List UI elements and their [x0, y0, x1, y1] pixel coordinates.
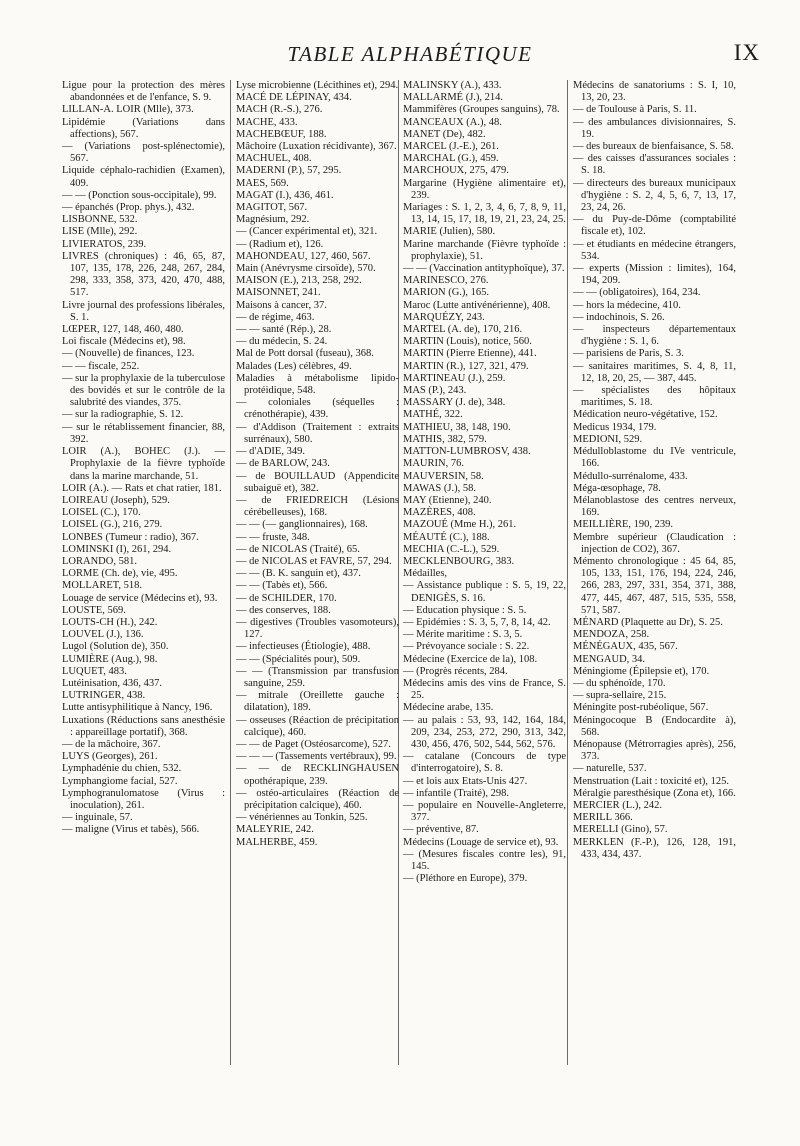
index-column-4: [573, 80, 736, 861]
index-entry: MARTINEAU (J.), 259.: [403, 372, 506, 384]
index-entry: Medicus 1934, 179.: [573, 421, 657, 433]
index-entry: MAES, 569.: [236, 177, 289, 189]
index-entry: — du sphénoïde, 170.: [573, 677, 666, 689]
index-entry: — de régime, 463.: [236, 311, 315, 323]
index-entry: — — (B. K. sanguin et), 437.: [236, 568, 361, 580]
index-entry: Médecins amis des vins de France, S. 25.: [403, 677, 566, 702]
index-entry: MENGAUD, 34.: [573, 653, 646, 665]
index-entry: — des ambulances divisionnaires, S. 19.: [573, 116, 736, 140]
index-entry: — inspecteurs départementaux d'hygiène : S. 1, 6.: [573, 324, 736, 348]
index-entry: MATHIS, 382, 579.: [403, 433, 487, 445]
index-entry: LORANDO, 581.: [62, 555, 137, 567]
index-entry: — maligne (Virus et tabès), 566.: [62, 824, 200, 836]
index-entry: — au palais : 53, 93, 142, 164, 184, 209, 234, 253, 272, 290, 313, 342, 430, 456, 476, 502, 544, 562, 576.: [403, 714, 566, 750]
page-header: [60, 38, 760, 78]
index-entry: LILLAN-A. LOIR (Mlle), 373.: [62, 104, 194, 116]
index-entry: MECHIA (C.-L.), 529.: [403, 543, 500, 555]
index-entry: Médecins de sanatoriums : S. I, 10, 13, 20, 23.: [573, 80, 736, 104]
index-entry: — — (obligatoires), 164, 234.: [573, 287, 701, 299]
index-entry: Méralgie paresthésique (Zona et), 166.: [573, 787, 736, 799]
index-entry: Marine marchande (Fièvre typhoïde : prophylaxie), 51.: [403, 238, 566, 262]
index-entry: — de BARLOW, 243.: [236, 458, 330, 470]
index-entry: MÉNÉGAUX, 435, 567.: [573, 641, 678, 653]
index-entry: MATHIEU, 38, 148, 190.: [403, 421, 511, 433]
index-entry: MERILL 366.: [573, 812, 633, 824]
index-entry: MACH (R.-S.), 276.: [236, 104, 323, 116]
index-column-2: [236, 80, 399, 849]
index-entry: MAGITOT, 567.: [236, 202, 308, 214]
index-entry: LOISEL (C.), 170.: [62, 507, 141, 519]
index-entry: MANET (De), 482.: [403, 128, 486, 140]
index-entry: Liquide céphalo-rachidien (Examen), 409.: [62, 165, 225, 189]
index-entry: — — — (Tassements vertébraux), 99.: [236, 751, 397, 763]
index-entry: LUMIÈRE (Aug.), 98.: [62, 653, 158, 665]
index-entry: MAS (P.), 243.: [403, 385, 467, 397]
index-entry: — et étudiants en médecine étrangers, 534.: [573, 238, 736, 262]
index-entry: — coloniales (séquelles : crénothérapie), 439.: [236, 397, 399, 421]
index-entry: MALHERBE, 459.: [236, 836, 318, 848]
index-entry: MARIE (Julien), 580.: [403, 226, 496, 238]
index-entry: — sur le rétablissement financier, 88, 392.: [62, 421, 225, 445]
index-entry: Médication neuro-végétative, 152.: [573, 409, 718, 421]
index-entry: — d'ADIE, 349.: [236, 446, 305, 458]
index-entry: LUTRINGER, 438.: [62, 690, 146, 702]
index-entry: MACHE, 433.: [236, 116, 298, 128]
index-entry: MARCHOUX, 275, 479.: [403, 165, 509, 177]
index-entry: — (Variations post-splénectomie), 567.: [62, 141, 225, 165]
index-entry: — indochinois, S. 26.: [573, 311, 665, 323]
index-entry: — de NICOLAS et FAVRE, 57, 294.: [236, 555, 392, 567]
index-entry: LONBES (Tumeur : radio), 367.: [62, 531, 199, 543]
index-entry: LOUVEL (J.), 136.: [62, 629, 144, 641]
index-entry: Lymphadénie du chien, 532.: [62, 763, 182, 775]
index-entry: MAGAT (I.), 436, 461.: [236, 189, 334, 201]
index-entry: — — de Paget (Ostéosarcome), 527.: [236, 738, 391, 750]
index-entry: — de NICOLAS (Traité), 65.: [236, 543, 360, 555]
index-entry: — — (Ponction sous-occipitale), 99.: [62, 189, 217, 201]
index-entry: MEDIONI, 529.: [573, 433, 643, 445]
index-entry: — (Nouvelle) de finances, 123.: [62, 348, 195, 360]
index-entry: MARCEL (J.-E.), 261.: [403, 141, 499, 153]
index-columns: [62, 80, 752, 1080]
index-entry: Louage de service (Médecins et), 93.: [62, 592, 218, 604]
index-entry: — Mérite maritime : S. 3, 5.: [403, 629, 523, 641]
index-entry: MACHUEL, 408.: [236, 153, 312, 165]
index-entry: — du Puy-de-Dôme (comptabilité fiscale et), 102.: [573, 214, 736, 238]
index-entry: Méningocoque B (Endocardite à), 568.: [573, 714, 736, 738]
index-entry: — sur la prophylaxie de la tuberculose des bovidés et sur le contrôle de la salubrité des viandes, 375.: [62, 372, 225, 409]
index-entry: Main (Anévrysme cirsoïde), 570.: [236, 263, 376, 275]
index-entry: MARINESCO, 276.: [403, 275, 489, 287]
index-entry: — de la mâchoire, 367.: [62, 738, 161, 750]
index-entry: MAZOUÉ (Mme H.), 261.: [403, 519, 517, 531]
index-entry: Malades (Les) célèbres, 49.: [236, 360, 352, 372]
index-entry: — vénériennes au Tonkin, 525.: [236, 812, 368, 824]
index-entry: MARQUÉZY, 243.: [403, 311, 485, 323]
index-entry: Mémento chronologique : 45 64, 85, 105, 133, 151, 176, 194, 224, 246, 266, 283, 297, 331, 354, 371, 388, 477, 445, 467, 487, 515, 535, 558, 571, 587.: [573, 555, 736, 616]
page-title: TABLE ALPHABÉTIQUE: [287, 42, 533, 66]
index-entry: — parisiens de Paris, S. 3.: [573, 348, 684, 360]
index-entry: — de SCHILDER, 170.: [236, 592, 337, 604]
index-entry: LOMINSKI (I), 261, 294.: [62, 543, 172, 555]
index-entry: — — de RECKLINGHAUSEN opothérapique, 239.: [236, 763, 399, 787]
index-entry: Ménopause (Métrorragies après), 256, 373.: [573, 738, 736, 763]
index-entry: — — (Vaccination antityphoïque), 37.: [403, 263, 565, 275]
index-entry: Médecine (Exercice de la), 108.: [403, 653, 538, 665]
index-entry: — catalane (Concours de type d'interrogatoire), S. 8.: [403, 751, 566, 775]
index-entry: Mariages : S. 1, 2, 3, 4, 6, 7, 8, 9, 11, 13, 14, 15, 17, 18, 19, 21, 23, 24, 25.: [403, 202, 566, 226]
index-entry: MAZÈRES, 408.: [403, 507, 476, 519]
index-entry: — (Cancer expérimental et), 321.: [236, 226, 378, 238]
index-entry: — (Mesures fiscales contre les), 91, 145.: [403, 848, 566, 872]
index-entry: — ostéo-articulaires (Réaction de précipitation calcique), 460.: [236, 787, 399, 811]
index-entry: Ligue pour la protection des mères abandonnées et de l'enfance, S. 9.: [62, 80, 225, 104]
index-entry: Membre supérieur (Claudication : injection de CO2), 367.: [573, 531, 736, 555]
index-entry: — spécialistes des hôpitaux maritimes, S. 18.: [573, 385, 736, 409]
index-entry: MAISON (E.), 213, 258, 292.: [236, 275, 362, 287]
column-divider: [230, 80, 231, 1065]
index-entry: — de FRIEDREICH (Lésions cérébelleuses), 168.: [236, 494, 399, 519]
index-entry: MASSARY (J. de), 348.: [403, 397, 506, 409]
index-entry: — épanchés (Prop. phys.), 432.: [62, 202, 195, 214]
index-entry: — sanitaires maritimes, S. 4, 8, 11, 12, 18, 20, 25, — 387, 445.: [573, 360, 736, 384]
index-entry: LOIR (A.). — Rats et chat ratier, 181.: [62, 482, 222, 494]
index-entry: MALEYRIE, 242.: [236, 824, 314, 836]
index-entry: — des bureaux de bienfaisance, S. 58.: [573, 141, 734, 153]
index-entry: Menstruation (Lait : toxicité et), 125.: [573, 775, 730, 787]
index-entry: — des caisses d'assurances sociales : S. 18.: [573, 153, 736, 177]
index-entry: LORME (Ch. de), vie, 495.: [62, 568, 178, 580]
index-entry: Lutte antisyphilitique à Nancy, 196.: [62, 702, 213, 714]
index-entry: Margarine (Hygiène alimentaire et), 239.: [403, 177, 566, 201]
index-entry: — et lois aux Etats-Unis 427.: [403, 775, 528, 787]
index-entry: MERELLI (Gino), 57.: [573, 824, 668, 836]
index-entry: — (Radium et), 126.: [236, 238, 324, 250]
index-entry: MAISONNET, 241.: [236, 287, 321, 299]
index-entry: — infantile (Traité), 298.: [403, 787, 510, 799]
index-entry: — Epidémies : S. 3, 5, 7, 8, 14, 42.: [403, 616, 551, 628]
index-entry: MECKLENBOURG, 383.: [403, 555, 515, 567]
index-entry: — — fiscale, 252.: [62, 360, 140, 372]
index-entry: LISE (Mlle), 292.: [62, 226, 138, 238]
index-entry: — osseuses (Réaction de précipitation calcique), 460.: [236, 714, 399, 738]
index-entry: Livre journal des professions libérales, S. 1.: [62, 299, 225, 323]
index-entry: — de BOUILLAUD (Appendicite subaiguë et), 382.: [236, 470, 399, 494]
index-entry: LOIR (A.), BOHEC (J.). — Prophylaxie de la fièvre typhoïde dans la marine marchande, 51.: [62, 446, 225, 482]
index-entry: — sur la radiographie, S. 12.: [62, 409, 184, 421]
index-entry: MARTIN (R.), 127, 321, 479.: [403, 360, 529, 372]
index-entry: — — (— ganglionnaires), 168.: [236, 519, 368, 531]
index-entry: MAY (Etienne), 240.: [403, 494, 492, 506]
index-entry: MARTEL (A. de), 170, 216.: [403, 324, 523, 336]
index-entry: LISBONNE, 532.: [62, 214, 138, 226]
index-entry: Lutéinisation, 436, 437.: [62, 677, 163, 689]
index-entry: MENDOZA, 258.: [573, 629, 650, 641]
index-entry: Médulloblastome du IVe ventricule, 166.: [573, 446, 736, 470]
index-entry: MADERNI (P.), 57, 295.: [236, 165, 342, 177]
index-entry: MAHONDEAU, 127, 460, 567.: [236, 250, 371, 262]
index-entry: MERKLEN (F.-P.), 126, 128, 191, 433, 434, 437.: [573, 836, 736, 860]
index-entry: LUYS (Georges), 261.: [62, 751, 158, 763]
index-entry: — — (Tabès et), 566.: [236, 580, 328, 592]
index-entry: Magnésium, 292.: [236, 214, 310, 226]
index-entry: — naturelle, 537.: [573, 763, 647, 775]
index-entry: MATHÉ, 322.: [403, 409, 463, 421]
index-entry: — digestives (Troubles vasomoteurs), 127.: [236, 616, 399, 641]
index-entry: — infectieuses (Étiologie), 488.: [236, 641, 371, 653]
index-entry: Loi fiscale (Médecins et), 98.: [62, 336, 186, 348]
index-entry: — populaire en Nouvelle-Angleterre, 377.: [403, 799, 566, 824]
index-entry: Lipidémie (Variations dans affections), 567.: [62, 116, 225, 140]
index-entry: LŒPER, 127, 148, 460, 480.: [62, 324, 184, 336]
index-entry: MOLLARET, 518.: [62, 580, 143, 592]
index-entry: Lyse microbienne (Lécithines et), 294.: [236, 80, 399, 91]
index-entry: MALINSKY (A.), 433.: [403, 80, 502, 91]
index-entry: — hors la médecine, 410.: [573, 299, 681, 311]
index-entry: LUQUET, 483.: [62, 665, 127, 677]
index-entry: Mammifères (Groupes sanguins), 78.: [403, 104, 560, 116]
index-entry: MARTIN (Pierre Etienne), 441.: [403, 348, 537, 360]
index-column-1: [62, 80, 225, 837]
index-entry: — — santé (Rép.), 28.: [236, 324, 332, 336]
index-entry: Méningite post-rubéolique, 567.: [573, 702, 709, 714]
index-entry: MÉAUTÉ (C.), 188.: [403, 531, 490, 543]
index-entry: — inguinale, 57.: [62, 812, 133, 824]
index-entry: Méningiome (Épilepsie et), 170.: [573, 665, 710, 677]
index-entry: Luxations (Réductions sans anesthésie : appareillage portatif), 368.: [62, 714, 225, 738]
index-entry: Maroc (Lutte antivénérienne), 408.: [403, 299, 551, 311]
index-entry: — supra-sellaire, 215.: [573, 690, 667, 702]
index-entry: MÉNARD (Plaquette au Dr), S. 25.: [573, 616, 723, 628]
index-entry: MAUVERSIN, 58.: [403, 470, 484, 482]
index-entry: — experts (Mission : limites), 164, 194, 209.: [573, 263, 736, 287]
index-entry: LOUTS-CH (H.), 242.: [62, 616, 158, 628]
index-entry: Médullo-surrénalome, 433.: [573, 470, 688, 482]
index-entry: MEILLIÈRE, 190, 239.: [573, 519, 674, 531]
index-entry: LOISEL (G.), 216, 279.: [62, 519, 163, 531]
index-entry: LIVIERATOS, 239.: [62, 238, 147, 250]
index-entry: LOUSTE, 569.: [62, 604, 126, 616]
index-entry: — Prévoyance sociale : S. 22.: [403, 641, 530, 653]
index-entry: MARTIN (Louis), notice, 560.: [403, 336, 532, 348]
index-entry: Lugol (Solution de), 350.: [62, 641, 169, 653]
index-entry: Maladies à métabolisme lipido-protéidique, 548.: [236, 372, 399, 397]
index-entry: Mal de Pott dorsal (fuseau), 368.: [236, 348, 374, 360]
index-entry: — préventive, 87.: [403, 824, 479, 836]
index-entry: — de Toulouse à Paris, S. 11.: [573, 104, 697, 116]
index-entry: — — (Transmission par transfusion sanguine, 259.: [236, 665, 399, 689]
index-entry: — directeurs des bureaux municipaux d'hygiène : S. 2, 4, 5, 6, 7, 13, 17, 23, 24, 26.: [573, 177, 736, 214]
index-entry: Médailles,: [403, 568, 448, 580]
index-entry: — d'Addison (Traitement : extraits surrénaux), 580.: [236, 421, 399, 445]
index-entry: MARION (G.), 165.: [403, 287, 490, 299]
index-entry: MATTON-LUMBROSV, 438.: [403, 446, 531, 458]
index-entry: MANCEAUX (A.), 48.: [403, 116, 502, 128]
index-entry: MAURIN, 76.: [403, 458, 464, 470]
index-entry: Méga-œsophage, 78.: [573, 482, 661, 494]
index-entry: — Assistance publique : S. 5, 19, 22, DENIGÈS, S. 16.: [403, 580, 566, 604]
index-entry: Maisons à cancer, 37.: [236, 299, 327, 311]
index-entry: — — fruste, 348.: [236, 531, 310, 543]
index-column-3: [403, 80, 566, 885]
index-entry: MARCHAL (G.), 459.: [403, 153, 499, 165]
index-entry: Médecine arabe, 135.: [403, 702, 494, 714]
index-entry: Lymphangiome facial, 527.: [62, 775, 178, 787]
column-divider: [567, 80, 568, 1065]
index-entry: MERCIER (L.), 242.: [573, 799, 662, 811]
index-entry: — du médecin, S. 24.: [236, 336, 328, 348]
page-number: IX: [733, 40, 760, 65]
index-entry: — (Progrès récents, 284.: [403, 665, 508, 677]
index-entry: MAWAS (J.), 58.: [403, 482, 476, 494]
index-entry: MACÉ DE LÉPINAY, 434.: [236, 92, 352, 104]
index-entry: — des conserves, 188.: [236, 604, 331, 616]
index-entry: MALLARMÉ (J.), 214.: [403, 92, 504, 104]
index-entry: — mitrale (Oreillette gauche : dilatation), 189.: [236, 690, 399, 714]
index-entry: LOIREAU (Joseph), 529.: [62, 494, 170, 506]
index-entry: Lymphogranulomatose (Virus : inoculation), 261.: [62, 787, 225, 811]
index-entry: Mélanoblastose des centres nerveux, 169.: [573, 494, 736, 519]
index-entry: — — (Spécialités pour), 509.: [236, 653, 361, 665]
index-entry: MACHEBŒUF, 188.: [236, 128, 327, 140]
index-entry: — Education physique : S. 5.: [403, 604, 527, 616]
index-entry: LIVRES (chroniques) : 46, 65, 87, 107, 135, 178, 226, 248, 267, 284, 298, 333, 358, 373, 420, 470, 488, 517.: [62, 250, 225, 299]
index-entry: Médecins (Louage de service et), 93.: [403, 836, 559, 848]
index-entry: Mâchoire (Luxation récidivante), 367.: [236, 141, 397, 153]
index-entry: — (Pléthore en Europe), 379.: [403, 873, 528, 885]
